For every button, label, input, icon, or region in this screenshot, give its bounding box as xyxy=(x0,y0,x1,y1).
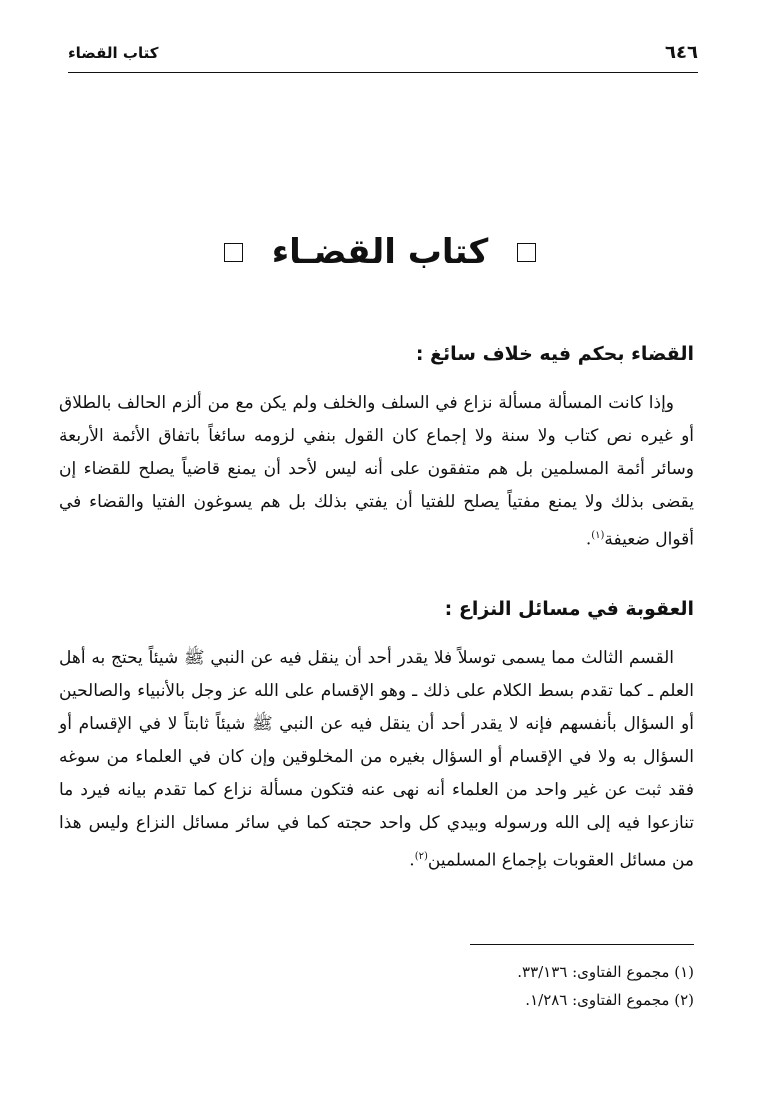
chapter-title: كتاب القضـاء xyxy=(271,232,489,272)
section-paragraph xyxy=(59,387,694,557)
footnote-ref: (١) xyxy=(591,530,605,541)
footnote-divider xyxy=(470,944,694,945)
chapter-title-block xyxy=(0,232,760,272)
paragraph-end: . xyxy=(585,529,592,550)
footnote-ref: (٢) xyxy=(414,851,428,862)
footnote-item: (٢) مجموع الفتاوى: ١/٢٨٦. xyxy=(525,991,694,1009)
footnotes xyxy=(59,958,694,1014)
page-header xyxy=(68,44,698,73)
section-paragraph xyxy=(59,642,694,878)
paragraph-end: . xyxy=(409,850,415,871)
square-ornament-icon xyxy=(224,243,243,262)
page-number: ٦٤٦ xyxy=(665,42,698,63)
square-ornament-icon xyxy=(517,243,536,262)
paragraph-text: وإذا كانت المسألة مسألة نزاع في السلف والخلف ولم يكن مع من ألزم الحالف بالطلاق أو غيره نص كتاب ولا سنة ولا إجماع كان القول بنفي لزومه سائغاً باتفاق الأئمة الأربعة وسائر أئمة المسلمين بل هم متفقون على أنه ليس لأحد أن يمنع قاضياً يصلح للقضاء إن يقضى بذلك ولا يمنع مفتياً يصلح للفتيا أن يفتي بذلك بل هم يسوغون الفتيا والقضاء في أقوال ضعيفة xyxy=(59,393,694,550)
section-heading: القضاء بحكم فيه خلاف سائغ : xyxy=(415,343,694,365)
section-punishment xyxy=(59,598,694,878)
running-title: كتاب القضاء xyxy=(68,44,159,62)
footnote-item: (١) مجموع الفتاوى: ٣٣/١٣٦. xyxy=(517,963,694,981)
section-heading: العقوبة في مسائل النزاع : xyxy=(444,598,694,620)
paragraph-text: القسم الثالث مما يسمى توسلاً فلا يقدر أحد أن ينقل فيه عن النبي ﷺ شيئاً يحتج به أهل العلم ـ كما تقدم بسط الكلام على ذلك ـ وهو الإقسام على الله عز وجل بالأنبياء والصالحين أو السؤال بأنفسهم فإنه لا يقدر أحد أن ينقل فيه عن النبي ﷺ شيئاً ثابتاً لا في الإقسام أو السؤال به ولا في الإقسام أو السؤال بغيره من المخلوقين وإن كان في العلماء من سوغه فقد ثبت عن غير واحد من العلماء أنه نهى عنه فتكون مسألة نزاع كما تقدم بيانه فيرد ما تنازعوا فيه إلى الله ورسوله وبيدي كل واحد حجته كما في سائر مسائل النزاع وليس هذا من مسائل العقوبات بإجماع المسلمين xyxy=(59,648,694,871)
section-judgment xyxy=(59,343,694,557)
